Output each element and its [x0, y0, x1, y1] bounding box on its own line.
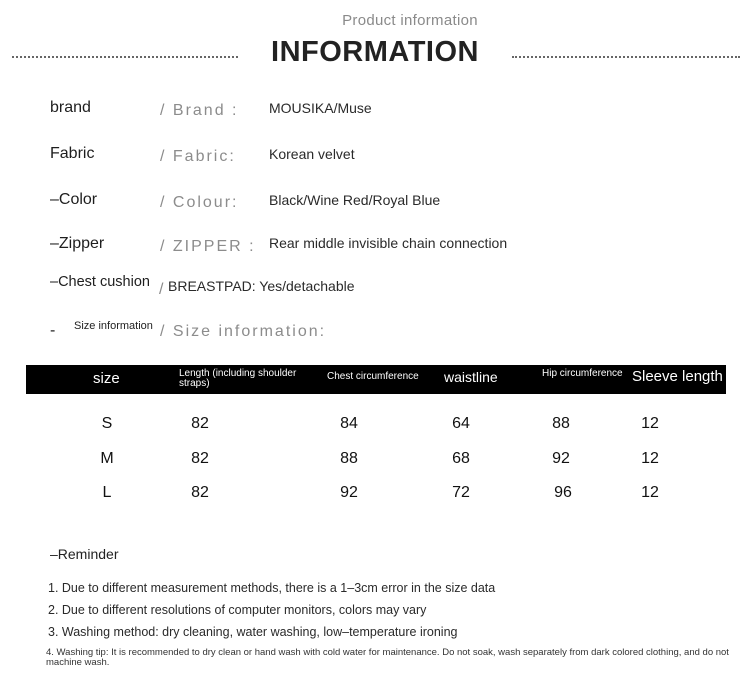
zipper-sublabel: / ZIPPER :	[160, 238, 256, 255]
table-cell-sleeve-s: 12	[641, 415, 659, 432]
table-cell-length-m: 82	[191, 450, 209, 467]
color-sublabel: / Colour:	[160, 194, 239, 211]
section-subtitle: Product information	[342, 12, 478, 29]
brand-value: MOUSIKA/Muse	[269, 100, 372, 116]
column-header-size: size	[93, 370, 120, 387]
fabric-sublabel: / Fabric:	[160, 148, 236, 165]
table-cell-sleeve-l: 12	[641, 484, 659, 501]
column-header-chest: Chest circumference	[327, 371, 419, 382]
table-cell-chest-m: 88	[340, 450, 358, 467]
page-title: INFORMATION	[271, 36, 479, 68]
chest-cushion-sublabel: /	[159, 281, 166, 298]
color-value: Black/Wine Red/Royal Blue	[269, 192, 441, 208]
fabric-value: Korean velvet	[269, 146, 355, 162]
table-cell-length-l: 82	[191, 484, 209, 501]
column-header-waistline: waistline	[444, 369, 498, 385]
brand-label: brand	[50, 99, 91, 116]
table-cell-size-l: L	[102, 484, 112, 501]
zipper-value: Rear middle invisible chain connection	[269, 235, 508, 251]
size-info-label: -	[50, 322, 56, 339]
table-cell-waist-m: 68	[452, 450, 470, 467]
table-cell-waist-l: 72	[452, 484, 470, 501]
reminder-heading: –Reminder	[50, 546, 119, 562]
reminder-item-1: 1. Due to different measurement methods, there is a 1–3cm error in the size data	[48, 581, 496, 595]
table-cell-chest-l: 92	[340, 484, 358, 501]
table-cell-hip-m: 92	[552, 450, 570, 467]
column-header-hip: Hip circumference	[542, 368, 623, 379]
table-cell-hip-s: 88	[552, 415, 570, 432]
column-header-length: Length (including shoulder straps)	[179, 368, 297, 389]
chest-cushion-label: –Chest cushion	[50, 274, 150, 290]
reminder-item-3: 3. Washing method: dry cleaning, water washing, low–temperature ironing	[48, 625, 458, 639]
reminder-item-2: 2. Due to different resolutions of computer monitors, colors may vary	[48, 603, 427, 617]
table-cell-waist-s: 64	[452, 415, 470, 432]
column-header-sleeve: Sleeve length	[632, 368, 723, 385]
size-info-small-label: Size information	[74, 320, 153, 332]
table-cell-length-s: 82	[191, 415, 209, 432]
brand-sublabel: / Brand :	[160, 102, 239, 119]
table-cell-sleeve-m: 12	[641, 450, 659, 467]
table-cell-chest-s: 84	[340, 415, 358, 432]
table-cell-size-s: S	[101, 415, 113, 432]
color-label: –Color	[50, 191, 98, 208]
reminder-item-4: 4. Washing tip: It is recommended to dry clean or hand wash with cold water for maintenance. Do not soak, wash separately from dark colored clothing, and do not machine wash.	[46, 647, 729, 668]
fabric-label: Fabric	[50, 145, 95, 162]
size-info-sublabel: / Size information:	[160, 323, 327, 340]
table-cell-hip-l: 96	[554, 484, 572, 501]
chest-cushion-value: BREASTPAD: Yes/detachable	[168, 278, 355, 294]
table-cell-size-m: M	[100, 450, 114, 467]
zipper-label: –Zipper	[50, 235, 105, 252]
